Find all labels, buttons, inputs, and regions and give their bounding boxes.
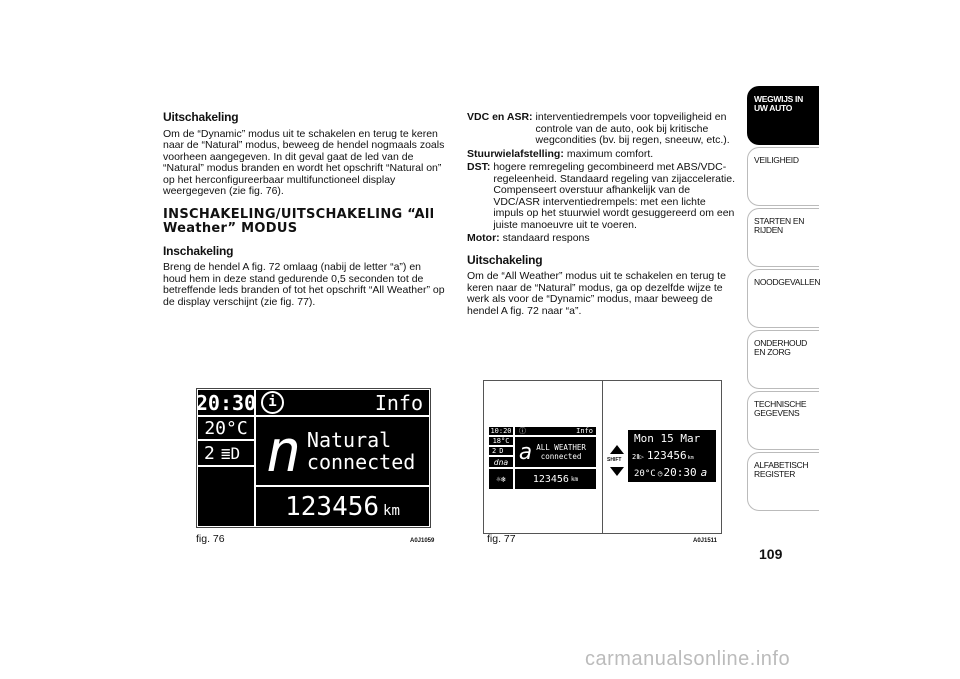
tab-alfabetisch-register[interactable]: ALFABETISCH REGISTER [747, 452, 819, 511]
tab-onderhoud-en-zorg[interactable]: ONDERHOUD EN ZORG [747, 330, 819, 389]
lcd-mode-text [307, 429, 415, 473]
lcd-empty-cell [197, 466, 255, 527]
lcd2-temp: 18°C [492, 437, 510, 445]
subheading-uitschakeling: Uitschakeling [163, 110, 239, 124]
lcd3-mode: a [700, 466, 708, 479]
lcd3-odometer: 123456 [646, 449, 687, 462]
lcd-mode-line2: connected [306, 450, 416, 474]
lcd3-date: Mon 15 Mar [634, 432, 701, 445]
lcd3-row2 [632, 449, 694, 462]
lcd2-gear: 2 [492, 447, 497, 455]
paragraph-uitschakeling-right: Om de “All Weather” modus uit te schakelen en terug te keren naar de “Natural” modus, ga op dezelfde wijze te werk als voor de “Dynamic” modus, maar beweeg de hendel A fig. 72 naar “a”. [467, 270, 726, 317]
figure-77-code: A0J1511 [693, 538, 718, 544]
subheading-inschakeling: Inschakeling [163, 243, 234, 258]
headlight-icon: D [499, 447, 504, 455]
lcd2-icons-cell [488, 468, 514, 490]
definition-vdc-asr [467, 112, 739, 147]
lcd2-mode-cell [514, 436, 597, 468]
snowflake-icon: ☼❄ [496, 474, 506, 484]
lcd2-odo-unit: km [570, 475, 579, 483]
lcd2-mode-line2: connected [540, 452, 582, 461]
lcd-odometer: 123456 [285, 491, 380, 522]
shift-up-arrow [610, 445, 624, 454]
lcd-odometer-cell [255, 486, 430, 527]
definition-term: VDC en ASR: [467, 111, 533, 123]
lcd2-mode-text [536, 443, 586, 461]
lcd2-mode-line1: ALL WEATHER [536, 443, 586, 452]
lcd-mode-letter: n [266, 417, 301, 485]
lcd-mode-cell [255, 416, 430, 486]
definition-desc: interventiedrempels voor topveiligheid en controle van de auto, ook bij kritische wegcondities (bv. bij regen, sneeuw, etc.). [535, 111, 730, 146]
definition-term: DST: [467, 161, 491, 173]
lcd2-mode-letter: a [519, 439, 533, 465]
definition-stuurwiel [467, 149, 739, 161]
info-icon: ⓘ [519, 427, 526, 435]
definition-motor [467, 233, 739, 245]
lcd2-info-cell [514, 426, 597, 436]
lcd-temp-cell [197, 416, 255, 440]
lcd-temp: 20°C [204, 417, 248, 439]
lcd-odo-unit: km [383, 502, 400, 519]
chapter-tabs [747, 86, 819, 513]
definition-desc: maximum comfort. [566, 147, 654, 160]
definition-desc: standaard respons [502, 232, 590, 244]
left-column [163, 112, 447, 318]
lcd-info-cell [255, 389, 430, 416]
right-column [467, 112, 739, 327]
lcd-gear-cell [197, 440, 255, 466]
page-number: 109 [759, 546, 783, 562]
watermark: carmanualsonline.info [585, 648, 791, 670]
definition-dst [467, 162, 739, 231]
info-icon: i [261, 391, 284, 414]
shift-label: SHIFT [607, 457, 622, 463]
figure-76-code: A0J1059 [410, 538, 435, 544]
lcd2-dna-cell [488, 456, 514, 468]
tab-noodgevallen[interactable]: NOODGEVALLEN [747, 269, 819, 328]
tab-starten-en-rijden[interactable]: STARTEN EN RIJDEN [747, 208, 819, 267]
lcd2-temp-cell [488, 436, 514, 446]
lcd2-odometer: 123456 [532, 473, 569, 485]
lcd-time-cell [197, 389, 255, 416]
definition-desc: hogere remregeling gecombineerd met ABS/VDC-regeleenheid. Standaard regeling van zijacceleratie. Compenseert overstuur afhankelijk van de VDC/ASR interventiedrempels: met een lichte impuls op het stuurwiel wordt gesuggereerd om een juiste manoeuvre uit te voeren. [493, 161, 736, 231]
figure-77-left-display [488, 426, 597, 490]
tab-veiligheid[interactable]: VEILIGHEID [747, 147, 819, 206]
lcd2-time: 10:20 [490, 427, 512, 435]
headlight-icon: ≣D [220, 443, 241, 463]
tab-wegwijs[interactable]: WEGWIJS IN UW AUTO [747, 86, 819, 145]
subheading-uitschakeling-right: Uitschakeling [467, 252, 543, 267]
lcd-time: 20:30 [195, 390, 257, 415]
section-title: INSCHAKELING/UITSCHAKELING “All Weather” MODUS [163, 206, 435, 236]
lcd3-odo-unit: km [687, 455, 694, 461]
lcd-gear: 2 [204, 442, 215, 464]
figure-76-display [196, 388, 431, 528]
tab-technische-gegevens[interactable]: TECHNISCHE GEGEVENS [747, 391, 819, 450]
paragraph-inschakeling: Breng de hendel A fig. 72 omlaag (nabij de letter “a”) en houd hem in deze stand gedurende 0,5 seconden tot de betreffende leds branden of tot het opschrift “All Weather” op de display verschijnt (zie fig. 77). [163, 261, 445, 308]
lcd3-time: 20:30 [663, 466, 697, 479]
lcd3-row3 [634, 466, 707, 479]
lcd2-time-cell [488, 426, 514, 436]
lcd3-temp: 20°C [634, 469, 656, 479]
paragraph-uitschakeling: Om de “Dynamic” modus uit te schakelen en terug te keren naar de “Natural” modus, beweeg de hendel nogmaals zoals voorheen aangegeven. In dit geval gaat de led van de “Natural” modus branden en wordt het opschrift “Natural on” op het herconfigureerbaar multifunctioneel display weergegeven (zie fig. 76). [163, 127, 445, 197]
lcd2-dna: dna [493, 457, 509, 467]
lcd2-gear-cell [488, 446, 514, 456]
lcd-mode-line1: Natural [306, 428, 392, 452]
figure-76-caption: fig. 76 [196, 533, 225, 545]
figure-77-right-display [628, 430, 716, 482]
figure-77-divider [602, 381, 603, 533]
lcd2-odometer-cell [514, 468, 597, 490]
figure-77-caption: fig. 77 [487, 533, 516, 545]
lcd2-info-label: Info [576, 427, 593, 435]
shift-down-arrow [610, 467, 624, 476]
lcd-info-label: Info [374, 390, 423, 415]
definition-term: Motor: [467, 232, 500, 244]
definition-term: Stuurwielafstelling: [467, 147, 564, 160]
trip-icon: 2Ⅱ▷ [632, 453, 644, 461]
clock-icon: ◷ [657, 469, 663, 478]
